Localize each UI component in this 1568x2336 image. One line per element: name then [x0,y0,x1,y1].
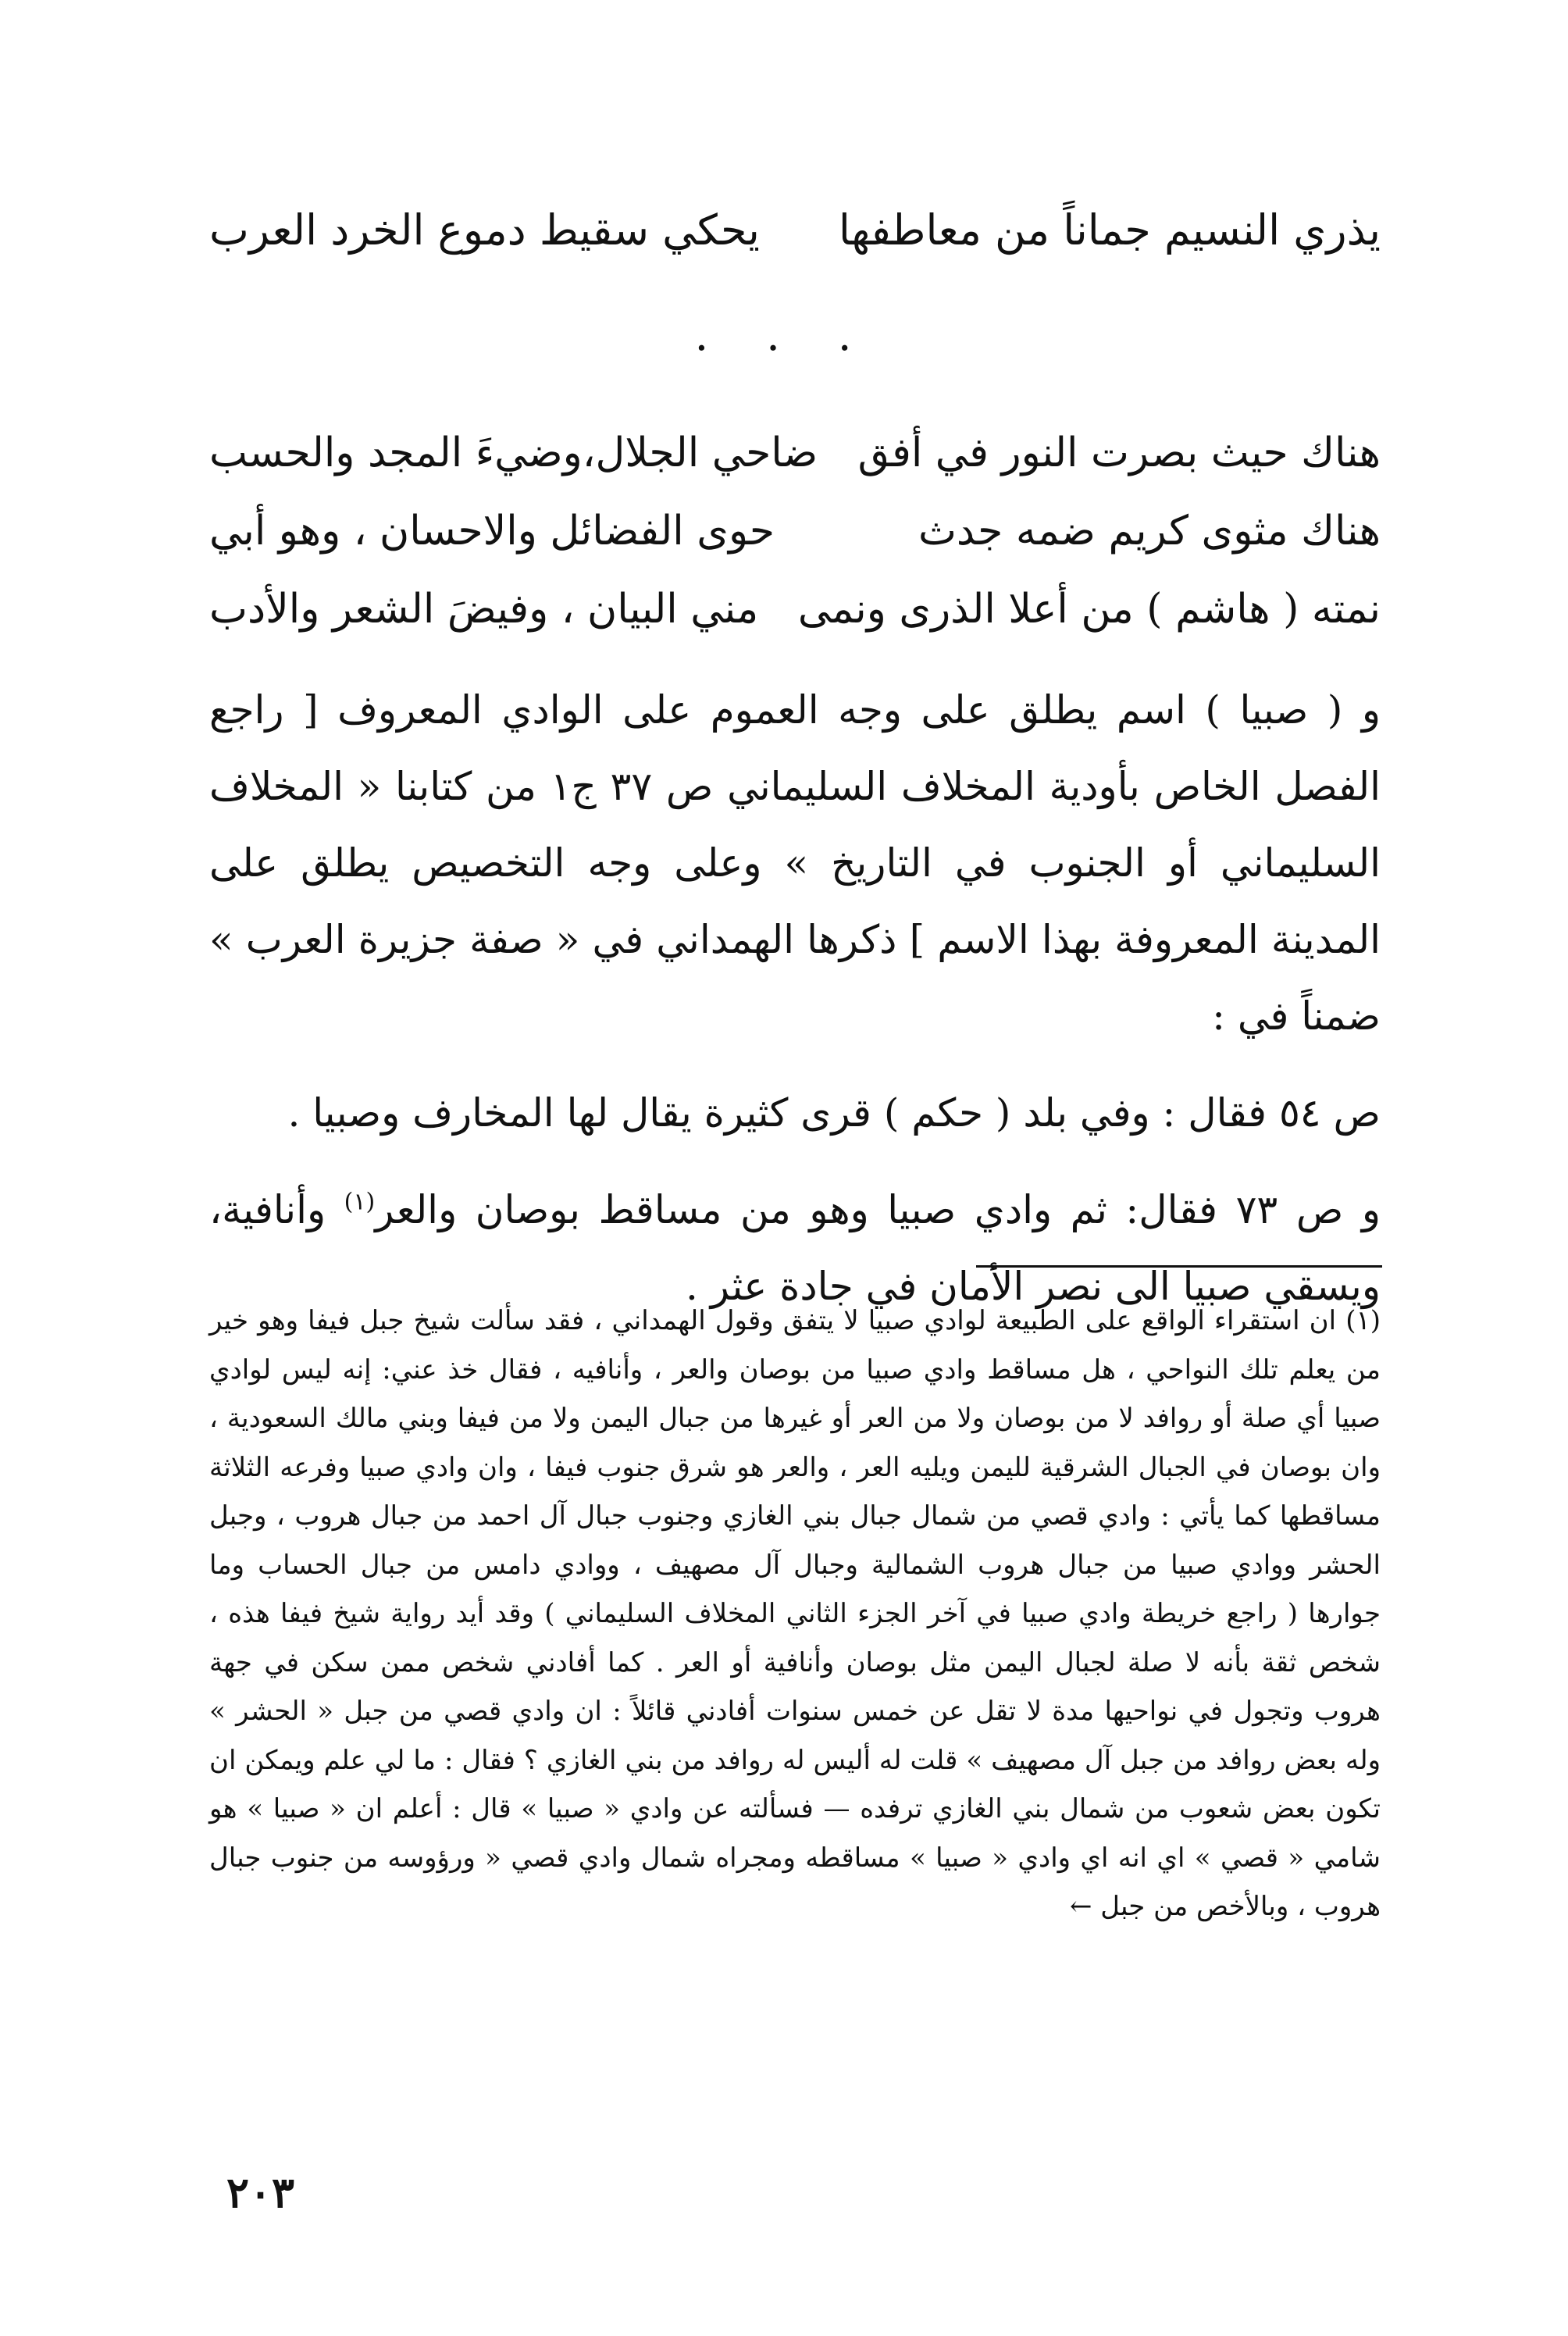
section-separator: . . . [694,310,874,361]
footnote-reference: (١) [344,1188,376,1216]
page-number: ٢٠٣ [226,2167,295,2217]
verse-first-hemistich: يذري النسيم جماناً من معاطفها [838,205,1381,255]
footnote-text: (١) ان استقراء الواقع على الطبيعة لوادي صبيا لا يتفق وقول الهمداني ، فقد سألت شيخ جبل فيفا وهو خير من يعلم تلك النواحي ، هل مساقط وادي صبيا من بوصان والعر ، وأنافيه ، فقال خذ عني: إنه ليس لوادي صبيا أي صلة أو روافد لا من بوصان ولا من العر أو غيرها من جبال اليمن ولا من فيفا وبني مالك السعودية ، وان بوصان في الجبال الشرقية لليمن ويليه العر ، والعر هو شرق جنوب فيفا ، وان وادي صبيا وفرعه الثلاثة مساقطها كما يأتي : وادي قصي من شمال جبال بني الغازي وجنوب جبال آل احمد من جبال هروب ، وجبل الحشر ووادي صبيا من جبال هروب الشمالية وجبال آل مصهيف ، ووادي دامس من جبال الحساب وما جوارها ( راجع خريطة وادي صبيا في آخر الجزء الثاني المخلاف السليماني ) وقد أيد رواية شيخ فيفا هذه ، شخص ثقة بأنه لا صلة لجبال اليمن مثل بوصان وأنافية أو العر . كما أفادني شخص ممن سكن في جهة هروب وتجول في نواحيها مدة لا تقل عن خمس سنوات أفادني قائلاً : ان وادي قصي من جبل « الحشر » وله بعض روافد من جبل آل مصهيف » قلت له أليس له روافد من بني الغازي ؟ فقال : ما لي علم ويمكن ان تكون بعض شعوب من شمال بني الغازي ترفده — فسألته عن وادي « صبيا » قال : أعلم ان « صبيا » هو شامي « قصي » اي انه اي وادي « صبيا » مساقطه ومجراه شمال وادي قصي « ورؤوسه من جنوب جبال هروب ، وبالأخص من جبل ← [209,1305,1381,1922]
footnote [209,1296,1381,1931]
poem-line [209,414,1381,492]
poem-second-hemistich: حوى الفضائل والاحسان ، وهو أبي [209,508,775,555]
paragraph-text: وأنافية، ويسقي صبيا الى نصر الأمان في جادة عثر . [209,1187,1381,1309]
opening-verse [209,195,1381,266]
poem-second-hemistich: مني البيان ، وفيضَ الشعر والأدب [209,586,759,633]
poem-first-hemistich: نمته ( هاشم ) من أعلا الذرى ونمى [797,586,1381,633]
footnote-divider [976,1265,1382,1268]
paragraph-text: و ص ٧٣ فقال: ثم وادي صبيا وهو من مساقط بوصان والعر [375,1187,1381,1232]
poem-block [209,414,1381,648]
poem-line [209,570,1381,648]
body-paragraph: ص ٥٤ فقال : وفي بلد ( حكم ) قرى كثيرة يقال لها المخارف وصبيا . [287,1090,1381,1136]
verse-second-hemistich: يحكي سقيط دموع الخرد العرب [209,205,760,255]
poem-line [209,492,1381,570]
poem-second-hemistich: ضاحي الجلال،وضيءَ المجد والحسب [209,430,818,476]
poem-first-hemistich: هناك مثوى كريم ضمه جدث [918,508,1381,555]
poem-first-hemistich: هناك حيث بصرت النور في أفق [857,430,1381,476]
body-text [209,672,1381,1345]
body-paragraph: و ( صبيا ) اسم يطلق على وجه العموم على الوادي المعروف [ راجع الفصل الخاص بأودية المخلاف السليماني ص ٣٧ ج١ من كتابنا « المخلاف السليماني أو الجنوب في التاريخ » وعلى وجه التخصيص يطلق على المدينة المعروفة بهذا الاسم ] ذكرها الهمداني في « صفة جزيرة العرب » ضمناً في : [209,687,1381,1039]
